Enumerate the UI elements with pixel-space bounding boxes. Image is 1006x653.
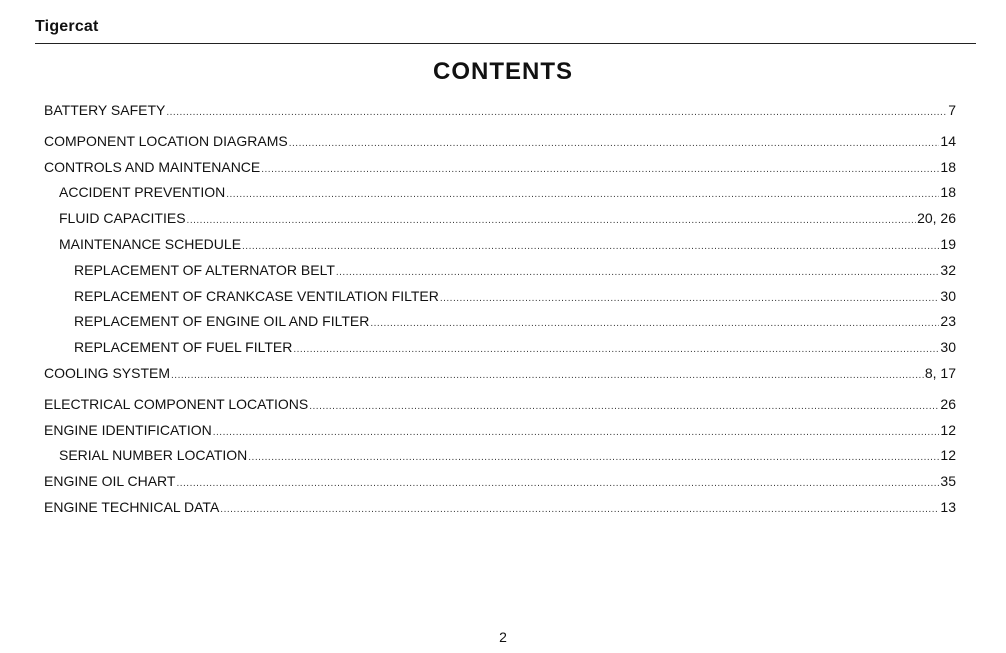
- toc-entry[interactable]: [44, 180, 956, 206]
- toc-entry-page: 14: [940, 132, 956, 149]
- toc-entry-label: ENGINE IDENTIFICATION: [44, 421, 212, 438]
- toc-entry-label: COOLING SYSTEM: [44, 364, 171, 381]
- toc-entry-page: 7: [948, 102, 956, 118]
- toc-entry-page: 8, 17: [924, 364, 956, 381]
- toc-entry[interactable]: [44, 232, 956, 258]
- toc-entry-page: 18: [940, 184, 956, 201]
- toc-entry-label: ENGINE OIL CHART: [44, 473, 176, 490]
- toc-entry-label: BATTERY SAFETY: [44, 102, 166, 118]
- dot-leader: [187, 208, 917, 234]
- toc-entry[interactable]: [44, 443, 956, 469]
- toc-entry-label: COMPONENT LOCATION DIAGRAMS: [44, 132, 288, 149]
- toc-entry-page: 20, 26: [917, 210, 956, 227]
- dot-leader: [289, 131, 940, 157]
- toc-entry-label: FLUID CAPACITIES: [59, 210, 186, 227]
- toc-entry-label: REPLACEMENT OF FUEL FILTER: [74, 339, 293, 356]
- toc-entry[interactable]: [44, 309, 956, 335]
- dot-leader: [248, 445, 939, 471]
- dot-leader: [220, 497, 939, 523]
- dot-leader: [336, 260, 940, 286]
- toc-entry-page: 26: [940, 395, 956, 412]
- header-divider: [35, 43, 976, 44]
- toc-entry-page: 18: [940, 158, 956, 175]
- toc-entry[interactable]: [44, 98, 956, 124]
- toc-entry[interactable]: [44, 418, 956, 444]
- toc-entry[interactable]: [44, 129, 956, 155]
- toc-entry-page: 19: [940, 235, 956, 252]
- toc-entry[interactable]: [44, 392, 956, 418]
- dot-leader: [440, 286, 940, 312]
- toc-entry[interactable]: [44, 258, 956, 284]
- toc-entry-label: ENGINE TECHNICAL DATA: [44, 498, 220, 515]
- toc-entry[interactable]: [44, 284, 956, 310]
- toc-entry-label: ELECTRICAL COMPONENT LOCATIONS: [44, 395, 309, 412]
- toc-entry[interactable]: [44, 361, 956, 387]
- dot-leader: [242, 234, 939, 260]
- page-number: 2: [499, 629, 507, 645]
- toc-entry-page: 13: [940, 498, 956, 515]
- toc-entry-label: CONTROLS AND MAINTENANCE: [44, 158, 261, 175]
- table-of-contents: [44, 98, 956, 521]
- toc-entry[interactable]: [44, 495, 956, 521]
- dot-leader: [213, 420, 940, 446]
- toc-entry-page: 30: [940, 339, 956, 356]
- toc-entry-label: ACCIDENT PREVENTION: [59, 184, 226, 201]
- toc-entry-label: REPLACEMENT OF CRANKCASE VENTILATION FILTER: [74, 287, 439, 304]
- toc-entry-label: SERIAL NUMBER LOCATION: [59, 447, 248, 464]
- dot-leader: [309, 394, 939, 420]
- toc-entry[interactable]: [44, 335, 956, 361]
- toc-entry-label: MAINTENANCE SCHEDULE: [59, 235, 242, 252]
- toc-entry[interactable]: [44, 469, 956, 495]
- toc-entry[interactable]: [44, 155, 956, 181]
- page-title: CONTENTS: [433, 58, 573, 85]
- dot-leader: [226, 182, 939, 208]
- toc-entry-page: 35: [940, 473, 956, 490]
- dot-leader: [171, 363, 924, 389]
- toc-entry-page: 12: [940, 421, 956, 438]
- dot-leader: [261, 157, 939, 183]
- dot-leader: [370, 311, 939, 337]
- toc-entry-label: REPLACEMENT OF ALTERNATOR BELT: [74, 261, 335, 278]
- toc-entry-page: 32: [940, 261, 956, 278]
- toc-entry-label: REPLACEMENT OF ENGINE OIL AND FILTER: [74, 313, 370, 330]
- dot-leader: [166, 100, 947, 126]
- toc-entry-page: 23: [940, 313, 956, 330]
- dot-leader: [293, 337, 939, 363]
- brand-name: Tigercat: [35, 18, 99, 35]
- toc-entry-page: 30: [940, 287, 956, 304]
- toc-entry-page: 12: [940, 447, 956, 464]
- dot-leader: [176, 471, 939, 497]
- toc-entry[interactable]: [44, 206, 956, 232]
